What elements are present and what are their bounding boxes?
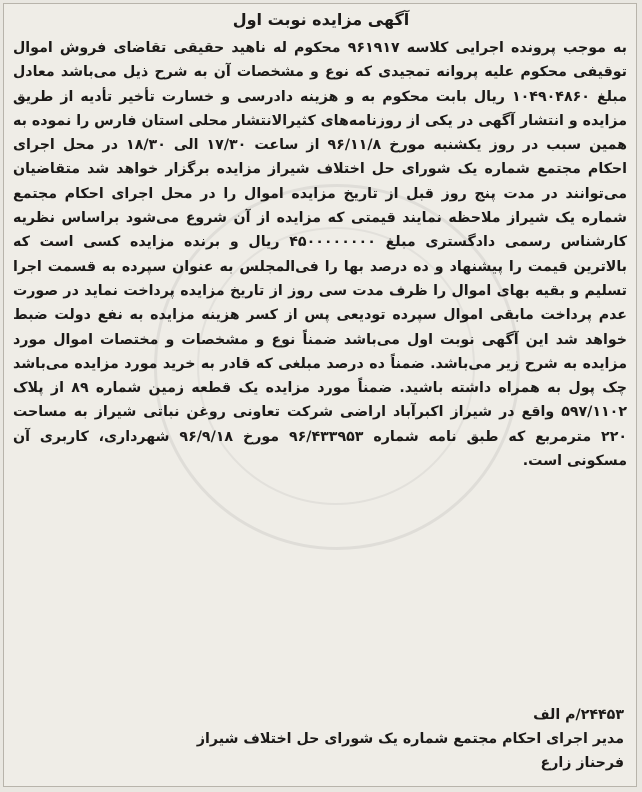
- signer-name: فرحناز زارع: [540, 755, 624, 771]
- notice-title: آگهی مزایده نوبت اول: [232, 10, 410, 29]
- newspaper-clipping: [3, 3, 637, 787]
- notice-reference-number: ۲۴۴۵۳/م الف: [533, 707, 624, 723]
- signer-title: مدیر اجرای احکام مجتمع شماره یک شورای حل اختلاف شیراز: [196, 731, 624, 747]
- notice-body: به موجب پرونده اجرایی کلاسه ۹۶۱۹۱۷ محکوم له ناهید حقیقی تقاضای فروش اموال توقیفی محکوم علیه پروانه تمجیدی که نوع و مشخصات آن به شرح ذیل می‌باشد معادل مبلغ ۱۰۴۹۰۴۸۶۰ ریال بابت محکوم به و هزینه دادرسی و خسارت تأخیر تأدیه از طریق مزایده و انتشار آگهی در یکی از روزنامه‌های کثیرالانتشار محلی استان فارس را نموده به همین سبب در روز یکشنبه مورخ ۹۶/۱۱/۸ از ساعت ۱۷/۳۰ الی ۱۸/۳۰ در محل اجرای احکام مجتمع شماره یک شورای حل اختلاف شیراز مزایده برگزار خواهد شد متقاضیان می‌توانند در مدت پنج روز قبل از تاریخ مزایده اموال را در محل اجرای احکام مجتمع شماره یک شیراز ملاحظه نمایند قیمتی که مزایده از آن شروع می‌شود براساس نظریه کارشناس رسمی دادگستری مبلغ ۴۵۰۰۰۰۰۰۰۰ ریال و برنده مزایده کسی است که بالاترین قیمت را پیشنهاد و ده درصد بها را فی‌المجلس به عنوان سپرده به قسمت اجرا تسلیم و بقیه بهای اموال را ظرف مدت سی روز از تاریخ مزایده پرداخت نماید در صورت عدم پرداخت مابقی اموال سپرده تودیعی پس از کسر هزینه مزایده به نفع دولت ضبط خواهد شد این آگهی نوبت اول می‌باشد ضمناً نوع و مشخصات و مختصات اموال مورد مزایده به شرح زیر می‌باشد. ضمناً ده درصد مبلغی که قادر به خرید مورد مزایده می‌باشد چک پول به همراه داشته باشید. ضمناً مورد مزایده یک قطعه زمین شماره ۸۹ از پلاک ۵۹۷/۱۱۰۲ واقع در شیراز اکبرآباد اراضی شرکت تعاونی روغن نباتی شیراز به مساحت ۲۲۰ مترمربع که طبق نامه شماره ۹۶/۴۳۳۹۵۳ مورخ ۹۶/۹/۱۸ شهرداری، کاربری آن مسکونی است.: [13, 40, 628, 470]
